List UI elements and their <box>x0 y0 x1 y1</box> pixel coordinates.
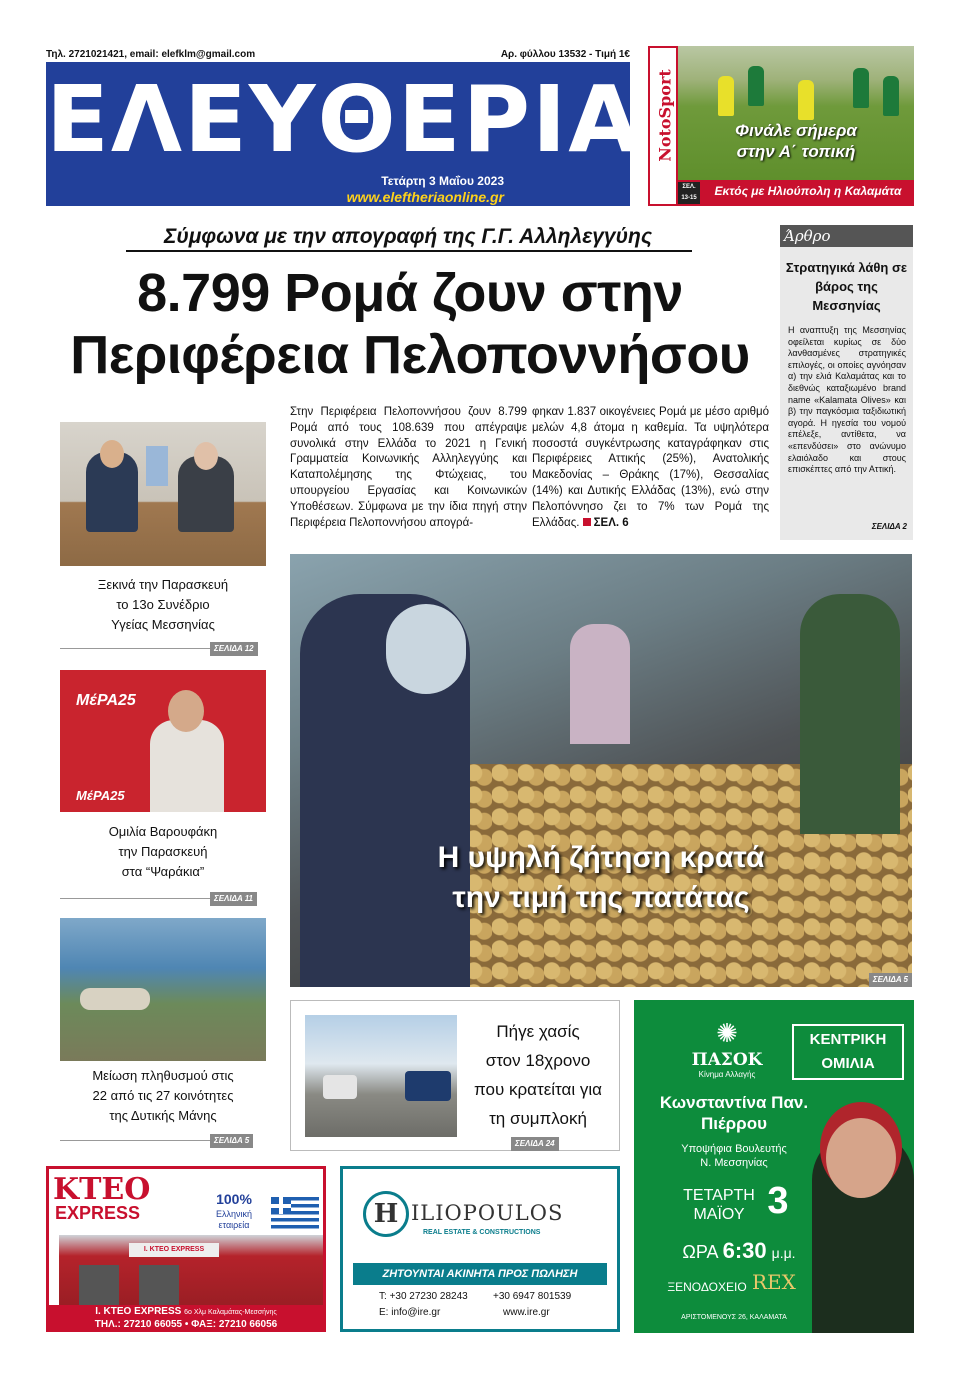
conference-photo <box>60 422 266 566</box>
sport-brand-strip <box>648 46 678 206</box>
iliopoulos-brand: ILIOPOULOS <box>411 1201 564 1225</box>
event-day-number: 3 <box>767 1180 789 1222</box>
iliopoulos-phone[interactable]: Τ: +30 27230 28243 <box>379 1291 468 1302</box>
story-page-ref: ΣΕΛΙΔΑ 5 <box>210 1134 253 1148</box>
speaker-head <box>168 690 204 732</box>
kteo-footer: Ι. ΚΤΕΟ EXPRESS 6o Χλμ Καλαμάτας-Μεσσήνης ΤΗΛ.: 27210 66055 • ΦΑΞ: 27210 66056 <box>49 1305 323 1332</box>
pasok-sun-icon: ✺ <box>716 1018 738 1048</box>
story-page-ref: ΣΕΛΙΔΑ 11 <box>210 892 257 906</box>
photo-page-ref: ΣΕΛΙΔΑ 5 <box>869 973 912 987</box>
pasok-event-ad[interactable] <box>634 1000 914 1333</box>
player-figure <box>798 80 814 120</box>
sport-brand: NotoSport <box>655 69 675 162</box>
kteo-express-ad[interactable] <box>46 1166 326 1332</box>
arrest-page-ref: ΣΕΛΙΔΑ 24 <box>511 1137 559 1151</box>
arrest-story[interactable] <box>290 1000 620 1151</box>
event-venue: ΞΕΝΟΔΟΧΕΙΟ <box>667 1280 747 1294</box>
kteo-building-sign: Ι. ΚΤΕΟ EXPRESS <box>129 1243 219 1257</box>
candidate-name: Κωνσταντίνα Παν. Πιέρρου <box>659 1093 809 1133</box>
story-caption[interactable]: Μείωση πληθυσμού στις 22 από τις 27 κοινότητες της Δυτικής Μάνης <box>92 1068 234 1123</box>
iliopoulos-logo-icon: H <box>363 1191 409 1237</box>
poster-text: ΜέΡΑ25 <box>76 788 125 803</box>
sport-footer: Εκτός με Ηλιούπολη η Καλαμάτα <box>714 184 902 198</box>
car <box>323 1075 357 1099</box>
worker-figure <box>800 594 900 834</box>
speaker-figure <box>150 720 224 812</box>
masthead-contact: Τηλ. 2721021421, email: elefklm@gmail.com <box>46 49 256 60</box>
player-figure <box>853 68 869 108</box>
person-head <box>100 440 124 468</box>
lead-body-col2: φηκαν 1.837 οικογένειες Ρομά με μέσο αριθμό μελών 4,8 άτομα η καθεμία. Τα υψηλότερα ποσοστά συγκέντρωσης καταγράφηκαν στις Περιφέρειες Αττικής (25%), Ανατολικής Μακεδονίας – Θράκης (17%), Θεσσαλίας (14%) και Δυτικής Ελλάδας (13%), ενώ στην Πελοπόννησο ζει το 7% των Ρομά της Ελλάδας. ΣΕΛ. 6 <box>532 406 769 529</box>
story-caption[interactable]: Ξεκινά την Παρασκευή το 13ο Συνέδριο Υγείας Μεσσηνίας <box>97 577 229 632</box>
lead-body-col1: Στην Περιφέρεια Πελοποννήσου ζουν 8.799 Ρομά από τους 108.639 που απέγραψε συνολικά στην Ελλάδα το 2021 η Γενική Γραμματεία Κοινωνικής Αλληλεγγύης και Καταπολέμησης της Φτώχειας, του υπουργείου Εργασίας και Κοινωνικών Υποθέσεων. Σύμφωνα με την ίδια πηγή στην Περιφέρεια Πελοποννήσου απογρά- <box>290 406 527 529</box>
issue-date: Τετάρτη 3 Μαΐου 2023 <box>381 174 504 188</box>
arrest-headline: Πήγε χασίς στον 18χρονο που κρατείται για τη συμπλοκή <box>474 1022 602 1128</box>
iliopoulos-web[interactable]: www.ire.gr <box>503 1307 550 1318</box>
lead-kicker: Σύμφωνα με την απογραφή της Γ.Γ. Αλληλεγγύης <box>163 225 653 248</box>
kicker-underline <box>126 250 692 252</box>
kteo-logo: ΚΤΕΟ <box>53 1172 151 1207</box>
opinion-title: Στρατηγικά λάθη σε βάρος της Μεσσηνίας <box>785 260 908 313</box>
iliopoulos-mobile[interactable]: +30 6947 801539 <box>493 1291 572 1302</box>
divider <box>60 898 210 899</box>
photo-headline: Η υψηλή ζήτηση κρατά την τιμή της πατάτας <box>437 841 765 914</box>
opinion-text: Η αναπτυξη της Μεσσηνίας οφείλεται κυρίως σε δύο λανθασμένες στρατηγικές επιλογές, οι οποίες αγνόησαν α) την ελιά Καλαμάτας και το διεθνώς καταξιωμένο brand name «Kalamata Olives» και β) την παγκόσμια ταξιδιωτική αγορά. Η ηγεσία του νομού επέλεξε, αντίθετα, να «επενδύσει» στο ανώνυμο ελαιόλαδο και στους επισκέπτες από την Αττική. <box>788 325 906 475</box>
newspaper-title: ΕΛΕΥΘΕΡΙΑ <box>46 66 642 173</box>
police-car <box>405 1071 451 1101</box>
issue-number: Αρ. φύλλου 13532 - Τιμή 1€ <box>500 49 630 60</box>
masthead-banner <box>46 62 642 206</box>
player-figure <box>883 76 899 116</box>
pasok-subtitle: Κίνημα Αλλαγής <box>698 1070 756 1079</box>
iliopoulos-email[interactable]: E: info@ire.gr <box>379 1307 441 1318</box>
event-label: ΚΕΝΤΡΙΚΗ ΟΜΙΛΙΑ <box>792 1024 904 1080</box>
speech-photo <box>60 670 266 812</box>
garage-door <box>139 1265 179 1305</box>
story-caption[interactable]: Ομιλία Βαρουφάκη την Παρασκευή στα “Ψαράκια” <box>108 824 218 879</box>
poster-text: ΜέΡΑ25 <box>76 692 136 709</box>
iliopoulos-ad[interactable] <box>340 1166 620 1332</box>
village-houses <box>80 988 150 1010</box>
player-figure <box>748 66 764 106</box>
village-photo <box>60 918 266 1061</box>
kteo-claim-text: Ελληνική εταιρεία <box>215 1209 252 1230</box>
candidate-role: Υποψήφια Βουλευτής Ν. Μεσσηνίας <box>681 1143 787 1169</box>
divider <box>60 648 210 649</box>
event-time: ΩΡΑ 6:30 μ.μ. <box>682 1238 796 1263</box>
opinion-tag: Άρθρο <box>780 225 913 247</box>
worker-figure <box>570 624 630 744</box>
opinion-page-ref: ΣΕΛΙΔΑ 2 <box>871 522 907 531</box>
event-date: ΤΕΤΑΡΤΗ ΜΑΪΟΥ <box>683 1187 755 1223</box>
divider <box>60 1140 210 1141</box>
garage-door <box>79 1265 119 1305</box>
event-address: ΑΡΙΣΤΟΜΕΝΟΥΣ 26, ΚΑΛΑΜΑΤΑ <box>681 1314 787 1321</box>
candidate-head <box>826 1118 896 1198</box>
lead-page-ref[interactable]: ΣΕΛ. 6 <box>583 517 629 529</box>
kteo-logo-sub: EXPRESS <box>55 1203 141 1223</box>
person-head <box>194 442 218 470</box>
sport-headline: Φινάλε σήμερα στην Α΄ τοπική <box>735 121 857 161</box>
street-photo <box>305 1015 457 1137</box>
player-figure <box>718 76 734 116</box>
kteo-claim: 100% <box>216 1191 252 1207</box>
lead-headline[interactable]: 8.799 Ρομά ζουν στην Περιφέρεια Πελοποννήσου <box>70 263 750 385</box>
pasok-logo: ΠΑΣΟΚ <box>691 1050 763 1070</box>
iliopoulos-banner: ΖΗΤΟΥΝΤΑΙ ΑΚΙΝΗΤΑ ΠΡΟΣ ΠΩΛΗΣΗ <box>353 1263 607 1285</box>
sport-page-ref: ΣΕΛ. 13-15 <box>678 182 700 204</box>
venue-logo: REX <box>752 1270 796 1294</box>
sport-teaser[interactable] <box>648 46 914 206</box>
worker-mask <box>386 604 466 694</box>
website-link[interactable]: www.eleftheriaonline.gr <box>346 189 504 205</box>
poster <box>146 446 168 486</box>
kteo-building-photo <box>59 1235 323 1305</box>
potato-sorting-photo[interactable] <box>290 554 912 987</box>
greek-flag-icon <box>271 1197 319 1229</box>
opinion-sidebar[interactable] <box>780 225 913 540</box>
story-page-ref: ΣΕΛΙΔΑ 12 <box>210 642 258 656</box>
iliopoulos-sub: REAL ESTATE & CONSTRUCTIONS <box>423 1229 541 1236</box>
